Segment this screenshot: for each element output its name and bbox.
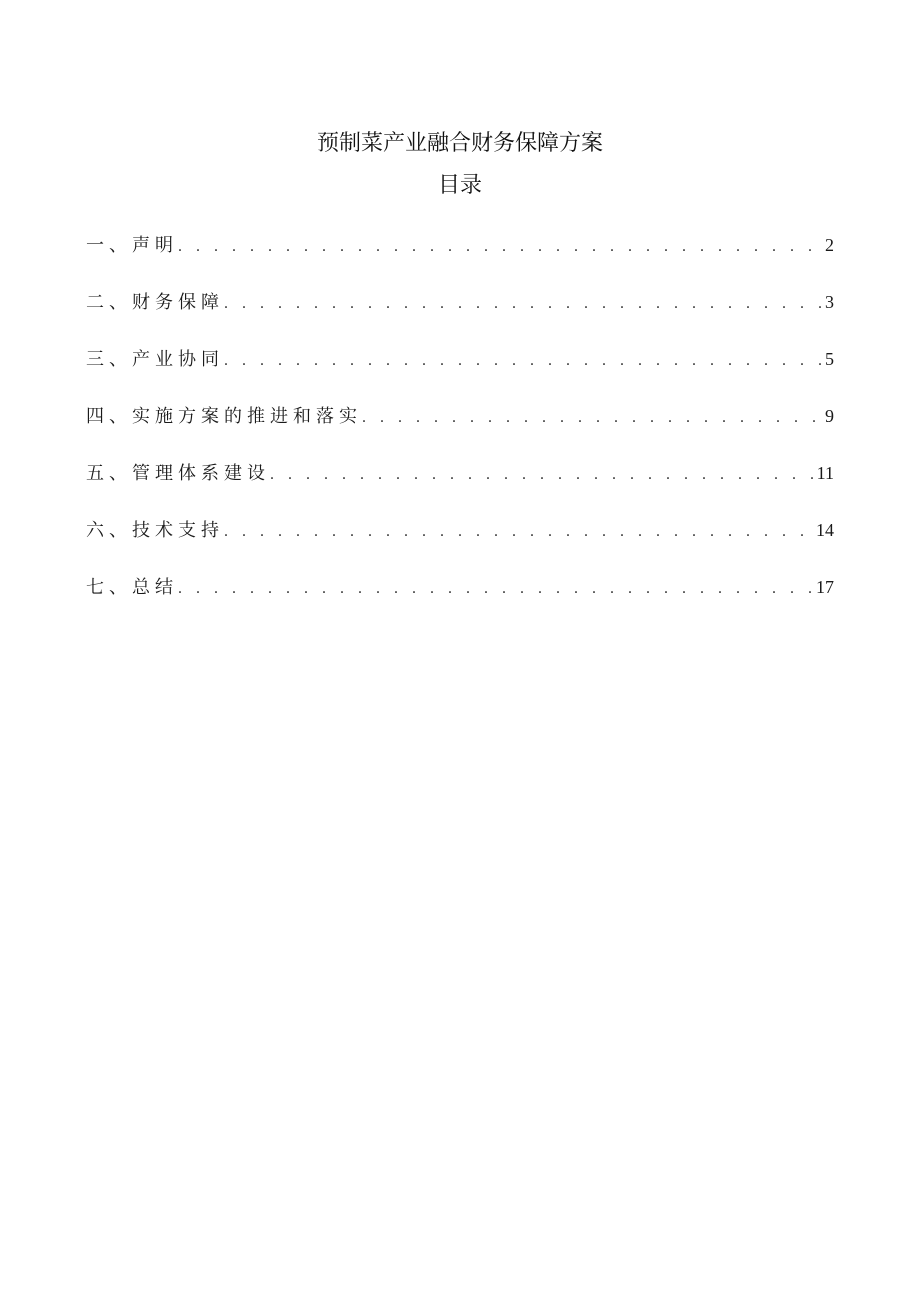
toc-entry-label: 六、技术支持 (86, 520, 224, 541)
toc-entry-summary[interactable] (86, 569, 834, 626)
toc-dot-leader (270, 457, 813, 493)
toc-heading: 目录 (437, 173, 482, 198)
toc-page-number: 3 (825, 292, 834, 312)
toc-dot-leader (178, 229, 821, 265)
toc-entry-label: 七、总结 (86, 577, 178, 598)
toc-entry-label: 一、声明 (86, 235, 178, 256)
toc-entry-label: 二、财务保障 (86, 292, 224, 313)
toc-page-number: 5 (825, 349, 834, 369)
toc-page-number: 17 (816, 577, 834, 597)
toc-page-number: 9 (825, 406, 834, 426)
toc-dot-leader (362, 400, 821, 436)
toc-dot-leader (224, 343, 821, 379)
toc-entry-financial-guarantee[interactable] (86, 284, 834, 341)
toc-dot-leader (178, 571, 812, 607)
toc-entry-label: 三、产业协同 (86, 349, 224, 370)
table-of-contents (86, 227, 834, 626)
toc-page-number: 2 (825, 235, 834, 255)
toc-entry-industry-synergy[interactable] (86, 341, 834, 398)
toc-entry-statement[interactable] (86, 227, 834, 284)
toc-entry-implementation[interactable] (86, 398, 834, 455)
toc-dot-leader (224, 514, 812, 550)
toc-entry-label: 四、实施方案的推进和落实 (86, 406, 362, 427)
toc-dot-leader (224, 286, 821, 322)
toc-page-number: 11 (816, 463, 834, 483)
toc-page-number: 14 (816, 520, 834, 540)
toc-entry-management-system[interactable] (86, 455, 834, 512)
document-title: 预制菜产业融合财务保障方案 (316, 131, 603, 156)
toc-entry-technical-support[interactable] (86, 512, 834, 569)
toc-entry-label: 五、管理体系建设 (86, 463, 270, 484)
